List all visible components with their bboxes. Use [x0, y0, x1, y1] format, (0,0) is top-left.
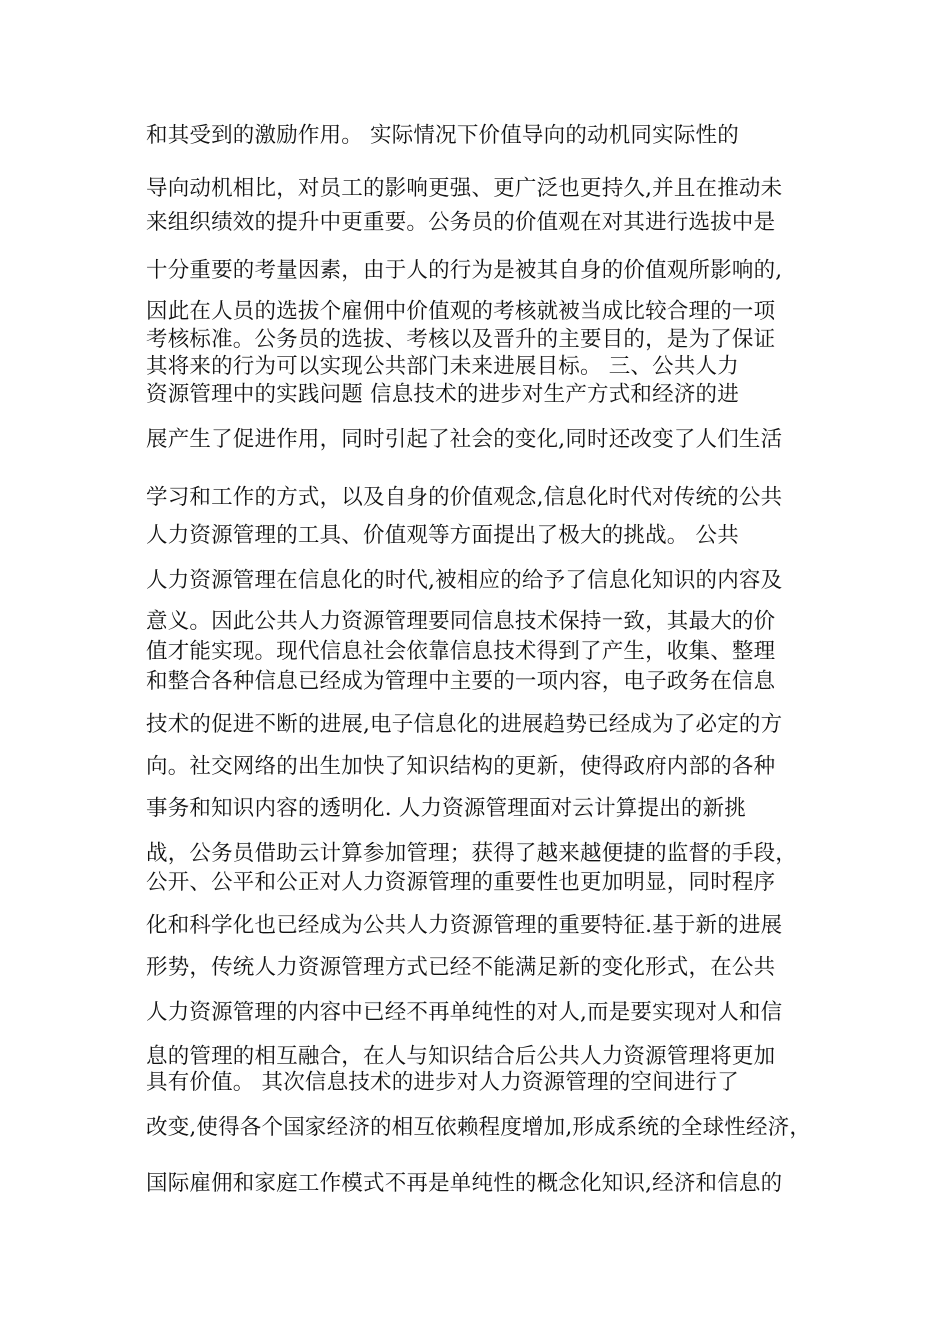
text-line: 战，公务员借助云计算参加管理；获得了越来越便捷的监督的手段，: [146, 841, 798, 866]
text-line: 具有价值。 其次信息技术的进步对人力资源管理的空间进行了: [146, 1070, 739, 1095]
text-line: 值才能实现。现代信息社会依靠信息技术得到了产生，收集、整理: [146, 639, 776, 664]
text-line: 人力资源管理在信息化的时代,被相应的给予了信息化知识的内容及: [146, 568, 783, 593]
text-line: 意义。因此公共人力资源管理要同信息技术保持一致，其最大的价: [146, 609, 776, 634]
text-line: 考核标准。公务员的选拔、考核以及晋升的主要目的，是为了保证: [146, 327, 776, 352]
text-line: 改变,使得各个国家经济的相互依赖程度增加,形成系统的全球性经济，: [146, 1115, 812, 1140]
text-line: 息的管理的相互融合，在人与知识结合后公共人力资源管理将更加: [146, 1044, 776, 1069]
text-line: 技术的促进不断的进展,电子信息化的进展趋势已经成为了必定的方: [146, 712, 783, 737]
text-line: 和整合各种信息已经成为管理中主要的一项内容，电子政务在信息: [146, 669, 776, 694]
text-line: 国际雇佣和家庭工作模式不再是单纯性的概念化知识,经济和信息的: [146, 1171, 783, 1196]
text-line: 资源管理中的实践问题 信息技术的进步对生产方式和经济的进: [146, 382, 739, 407]
text-line: 形势，传统人力资源管理方式已经不能满足新的变化形式，在公共: [146, 955, 776, 980]
text-line: 和其受到的激励作用。 实际情况下价值导向的动机同实际性的: [146, 123, 739, 148]
text-line: 来组织绩效的提升中更重要。公务员的价值观在对其进行选拔中是: [146, 210, 776, 235]
text-line: 人力资源管理的内容中已经不再单纯性的对人,而是要实现对人和信: [146, 1000, 783, 1025]
text-line: 因此在人员的选拔个雇佣中价值观的考核就被当成比较合理的一项: [146, 299, 776, 324]
text-line: 人力资源管理的工具、价值观等方面提出了极大的挑战。 公共: [146, 523, 739, 548]
text-line: 十分重要的考量因素，由于人的行为是被其自身的价值观所影响的,: [146, 258, 783, 283]
text-line: 展产生了促进作用，同时引起了社会的变化,同时还改变了人们生活: [146, 427, 783, 452]
text-line: 化和科学化也已经成为公共人力资源管理的重要特征.基于新的进展: [146, 913, 783, 938]
text-line: 学习和工作的方式，以及自身的价值观念,信息化时代对传统的公共: [146, 485, 783, 510]
text-line: 导向动机相比，对员工的影响更强、更广泛也更持久,并且在推动未: [146, 176, 783, 201]
text-line: 向。社交网络的出生加快了知识结构的更新，使得政府内部的各种: [146, 754, 776, 779]
text-line: 公开、公平和公正对人力资源管理的重要性也更加明显，同时程序: [146, 870, 776, 895]
text-line: 事务和知识内容的透明化. 人力资源管理面对云计算提出的新挑: [146, 796, 746, 821]
text-line: 其将来的行为可以实现公共部门未来进展目标。 三、公共人力: [146, 354, 739, 379]
